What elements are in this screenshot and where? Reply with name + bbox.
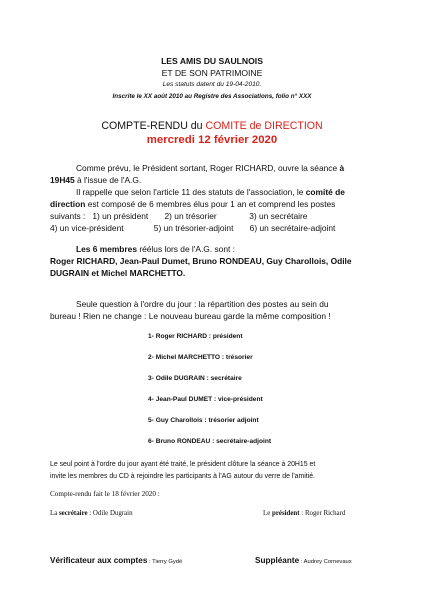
auditor-name: : Tierry Gydé <box>147 559 183 565</box>
report-title-part1: COMPTE-RENDU du <box>101 120 206 132</box>
org-name-line2 <box>0 68 424 78</box>
members-names-line2: DUGRAIN et Michel MARCHETTO. <box>50 268 186 278</box>
question-line1: Seule question à l'ordre du jour : la répartition des postes au sein du <box>76 299 329 309</box>
members-intro <box>50 243 380 255</box>
question-line2: bureau ! Rien ne change : Le nouveau bureau garde la même composition ! <box>50 311 331 321</box>
members-paragraph <box>50 243 380 279</box>
intro-line6: 4) un vice-président 5) un trésorier-adjoint 6) un secrétaire-adjoint <box>50 223 336 233</box>
closing-paragraph <box>50 459 315 483</box>
auditor-line <box>50 550 182 568</box>
intro-line2 <box>50 174 380 186</box>
registry-line: Inscrite le XX août 2010 au Registre des Associations, folio n° XXX <box>112 93 312 100</box>
report-date: mercredi 12 février 2020 <box>146 134 278 146</box>
intro-paragraph <box>50 162 380 234</box>
secretary-signature <box>50 510 133 517</box>
president-signature <box>263 510 345 517</box>
intro-line2-text: à l'issue de l'A.G. <box>74 175 142 185</box>
bureau-item: 2- Michel MARCHETTO : trésorier <box>148 354 253 361</box>
org-name-line1: LES AMIS DU SAULNOIS <box>161 56 263 66</box>
closing-line1: Le seul point à l'ordre du jour ayant été traité, le président clôture la séance à 20H15 et <box>50 461 316 468</box>
auditor-label: Vérificateur aux comptes <box>50 556 148 565</box>
bureau-item: 4- Jean-Paul DUMET : vice-président <box>148 396 263 403</box>
president-name: : Roger Richard <box>299 510 346 517</box>
intro-time: 19H45 <box>50 175 75 185</box>
secretary-name: : Odile Dugrain <box>87 510 133 517</box>
secretary-label: secrétaire <box>59 510 88 517</box>
president-label: président <box>272 510 300 517</box>
bureau-item: 6- Bruno RONDEAU : secrétaire-adjoint <box>148 438 272 445</box>
intro-line1 <box>50 162 380 174</box>
deputy-line <box>255 550 352 568</box>
president-prefix: Le <box>263 510 272 517</box>
intro-line5: suivants : 1) un président 2) un trésorier 3) un secrétaire <box>50 211 308 221</box>
question-paragraph <box>50 298 380 322</box>
bureau-item: 1- Roger RICHARD : président <box>148 333 243 340</box>
statuts-date: Les statuts datent du 19-04-2010. <box>162 81 262 88</box>
intro-line3 <box>50 186 380 198</box>
report-title-part2: COMITE de DIRECTION <box>205 120 323 132</box>
members-names-line1: Roger RICHARD, Jean-Paul Dumet, Bruno RONDEAU, Guy Charollois, Odile <box>50 256 352 266</box>
members-count: Les 6 membres <box>76 244 137 254</box>
secretary-prefix: La <box>50 510 59 517</box>
intro-line3-text: Il rappelle que selon l'article 11 des statuts de l'association, le <box>76 187 306 197</box>
bureau-item: 3- Odile DUGRAIN : secrétaire <box>148 375 242 382</box>
intro-line1-text: Comme prévu, le Président sortant, Roger RICHARD, ouvre la séance <box>76 163 340 173</box>
report-title <box>0 120 424 132</box>
intro-line4-text: est composé de 6 membres élus pour 1 an et comprend les postes <box>85 199 336 209</box>
deputy-label: Suppléante <box>255 556 300 565</box>
deputy-name: : Audrey Cornevaux <box>299 559 352 565</box>
closing-line2: invite les membres du CD à rejoindre les participants à l'AG autour du verre de l'amitié. <box>50 473 315 480</box>
bureau-item: 5- Guy Charollois : trésorier adjoint <box>148 417 259 424</box>
intro-line4-bold: direction <box>50 199 86 209</box>
members-intro-text: réélus lors de l'A.G. sont : <box>137 244 235 254</box>
intro-line4 <box>50 198 380 210</box>
intro-line3-bold: comité de <box>305 187 345 197</box>
report-made-date: Compte-rendu fait le 18 février 2020 : <box>50 490 160 498</box>
intro-line1-bold: à <box>339 163 345 173</box>
org-name-line2-text: ET DE SON PATRIMOINE <box>161 68 263 78</box>
